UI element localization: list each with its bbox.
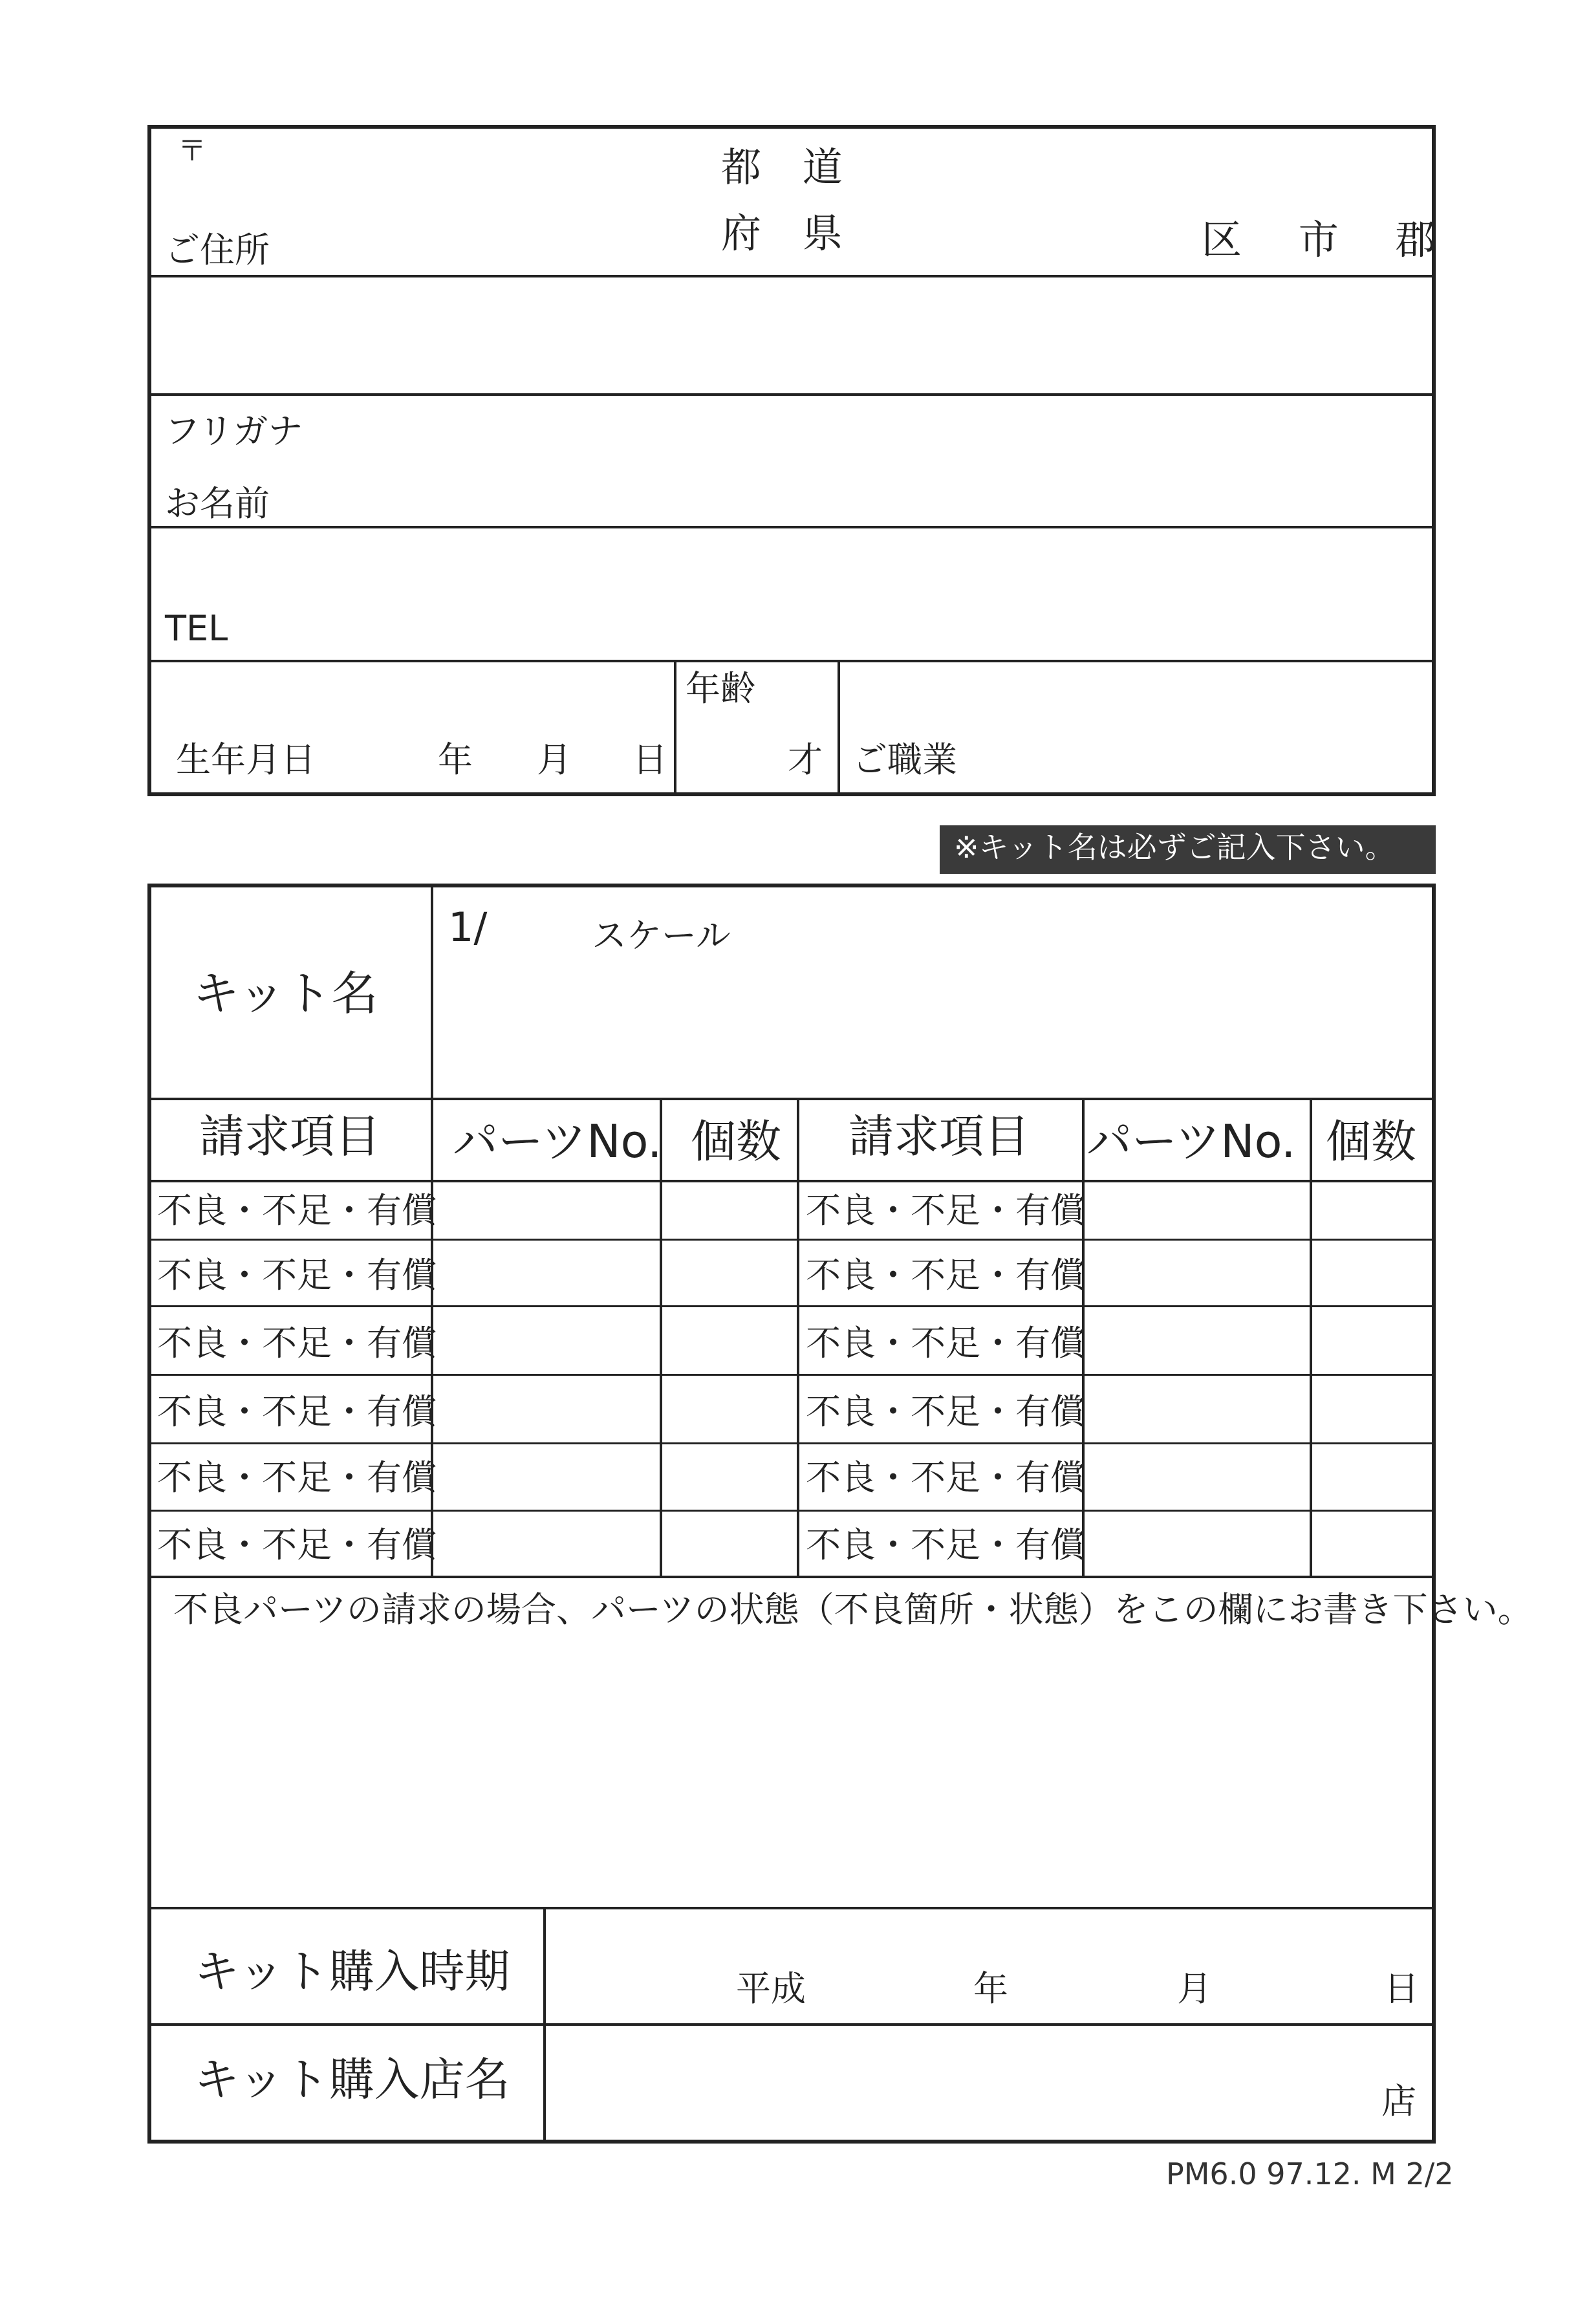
occupation-label: ご職業	[852, 739, 957, 780]
header-claim-item: 請求項目	[199, 1110, 380, 1163]
birth-label: 生年月日	[176, 739, 316, 780]
divider	[1310, 1100, 1312, 1577]
divider	[797, 1100, 799, 1577]
claim-option-left[interactable]: 不良・不足・有償	[157, 1391, 437, 1432]
divider	[149, 275, 1434, 277]
notice-text: ※キット名は必ずご記入下さい。	[954, 830, 1395, 865]
claim-option-left[interactable]: 不良・不足・有償	[157, 1190, 437, 1231]
header-quantity: 個数	[1326, 1115, 1416, 1168]
kit-name-input[interactable]	[440, 957, 1426, 1090]
part-no-input[interactable]	[1086, 1182, 1308, 1574]
birth-month-unit: 月	[537, 739, 572, 780]
divider	[149, 1907, 1434, 1909]
claim-option-right[interactable]: 不良・不足・有償	[806, 1323, 1085, 1363]
postal-mark: 〒	[178, 135, 206, 168]
divider	[149, 526, 1434, 528]
claim-option-right[interactable]: 不良・不足・有償	[806, 1391, 1085, 1432]
scale-prefix: 1/	[448, 904, 488, 951]
claim-option-right[interactable]: 不良・不足・有償	[806, 1190, 1085, 1231]
birth-date-input[interactable]	[155, 666, 669, 789]
divider	[149, 393, 1434, 396]
name-label: お名前	[165, 483, 270, 524]
header-claim-item: 請求項目	[849, 1110, 1030, 1163]
purchase-date-label: キット購入時期	[194, 1945, 510, 1998]
purchase-month-unit: 月	[1177, 1968, 1212, 2009]
address-to-do: 都 道	[721, 144, 857, 191]
claim-option-left[interactable]: 不良・不足・有償	[157, 1323, 437, 1363]
divider	[149, 1098, 1434, 1100]
header-quantity: 個数	[691, 1115, 781, 1168]
divider	[431, 886, 433, 1100]
header-part-no: パーツNo.	[453, 1115, 662, 1168]
purchase-store-input[interactable]	[550, 2030, 1371, 2136]
purchase-year-unit: 年	[973, 1968, 1008, 2009]
quantity-input[interactable]	[1313, 1182, 1432, 1574]
divider	[660, 1100, 662, 1577]
store-suffix: 店	[1381, 2081, 1416, 2122]
occupation-input[interactable]	[944, 666, 1429, 789]
kit-name-label: キット名	[193, 966, 378, 1021]
scale-label: スケール	[592, 915, 731, 956]
address-fu-ken: 府 県	[721, 210, 857, 257]
divider	[674, 661, 676, 794]
claim-option-left[interactable]: 不良・不足・有償	[157, 1255, 437, 1296]
age-input[interactable]	[679, 705, 783, 786]
birth-year-unit: 年	[438, 739, 473, 780]
name-input[interactable]	[310, 401, 1423, 521]
tel-label: TEL	[165, 608, 228, 649]
divider	[838, 661, 840, 794]
address-input[interactable]	[155, 279, 1429, 389]
age-unit: 才	[788, 739, 823, 780]
furigana-label: フリガナ	[165, 411, 303, 451]
claim-option-left[interactable]: 不良・不足・有償	[157, 1457, 437, 1498]
form-code: PM6.0 97.12. M 2/2	[1166, 2156, 1454, 2191]
claim-option-right[interactable]: 不良・不足・有償	[806, 1525, 1085, 1565]
remarks-input[interactable]	[155, 1636, 1429, 1902]
header-part-no: パーツNo.	[1086, 1115, 1296, 1168]
age-label: 年齢	[686, 668, 755, 709]
purchase-era: 平成	[736, 1968, 806, 2009]
quantity-input[interactable]	[664, 1182, 795, 1574]
claim-option-right[interactable]: 不良・不足・有償	[806, 1255, 1085, 1296]
purchase-day-unit: 日	[1384, 1968, 1419, 2009]
purchase-store-label: キット購入店名	[194, 2053, 510, 2106]
remarks-instruction: 不良パーツの請求の場合、パーツの状態（不良箇所・状態）をこの欄にお書き下さい。	[173, 1589, 1533, 1630]
claim-option-left[interactable]: 不良・不足・有償	[157, 1525, 437, 1565]
claim-option-right[interactable]: 不良・不足・有償	[806, 1457, 1085, 1498]
part-no-input[interactable]	[435, 1182, 658, 1574]
tel-input[interactable]	[246, 534, 1423, 653]
birth-day-unit: 日	[632, 739, 667, 780]
purchase-date-input[interactable]	[550, 1915, 1429, 2018]
address-ku-shi-gun: 区 市 郡	[1202, 216, 1458, 263]
divider	[149, 2023, 1434, 2026]
address-label: ご住所	[165, 230, 270, 270]
divider	[149, 1576, 1434, 1578]
divider	[149, 660, 1434, 662]
